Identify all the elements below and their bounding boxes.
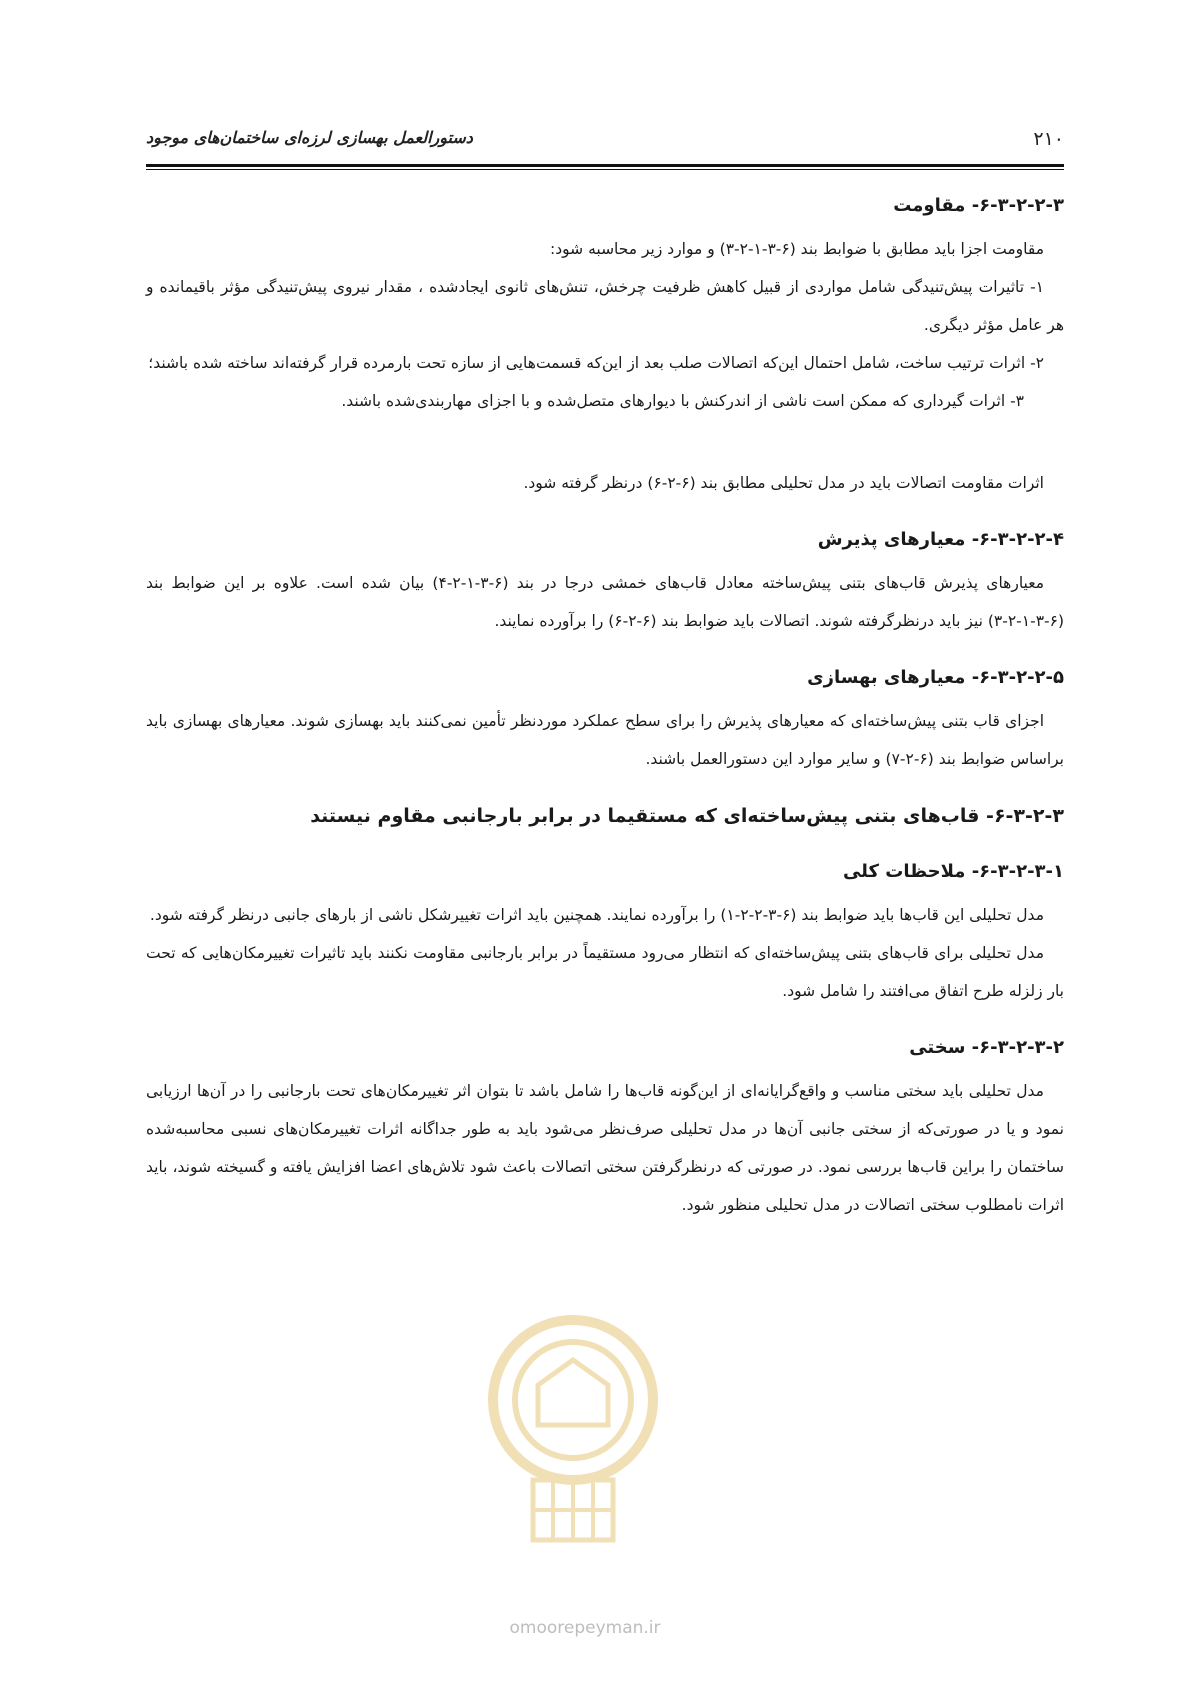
section-heading: ۶-۳-۲-۲-۴- معیارهای پذیرش [817,529,1064,550]
list-item: ۳- اثرات گیرداری که ممکن است ناشی از اندرکنش با دیوارهای متصل‌شده و با اجزای مهاربندی‌شده باشند. [341,392,1024,410]
page-header [146,128,1064,162]
paragraph: اثرات مقاومت اتصالات باید در مدل تحلیلی مطابق بند (۶-۲-۶) درنظر گرفته شود. [523,474,1044,492]
section-heading: ۶-۳-۲-۳-۱- ملاحظات کلی [842,861,1064,882]
list-item: ۱- تاثیرات پیش‌تنیدگی شامل مواردی از قبیل کاهش ظرفیت چرخش، تنش‌های ثانوی ایجادشده ، مقدار نیروی پیش‌تنیدگی مؤثر باقیمانده و هر عامل مؤثر دیگری. [146,278,1064,334]
paragraph: اجزای قاب بتنی پیش‌ساخته‌ای که معیارهای پذیرش را برای سطح عملکرد موردنظر تأمین نمی‌کنند باید بهسازی شوند. معیارهای بهسازی باید براساس ضوابط بند (۶-۲-۷) و سایر موارد این دستورالعمل باشند. [146,712,1064,768]
list-item: ۲- اثرات ترتیب ساخت، شامل احتمال این‌که اتصالات صلب بعد از این‌که قسمت‌هایی از سازه تحت بارمرده قرار گرفته‌اند ساخته شده باشند؛ [148,354,1044,372]
page-body [146,188,1064,1224]
header-rule-thin [146,169,1064,170]
paragraph: مقاومت اجزا باید مطابق با ضوابط بند (۶-۳-۱-۲-۳) و موارد زیر محاسبه شود: [550,240,1044,258]
watermark-url: omoorepeyman.ir [509,1618,661,1638]
section-heading: ۶-۳-۲-۳-۲- سختی [909,1037,1064,1058]
watermark-logo-icon [478,1300,668,1560]
paragraph: معیارهای پذیرش قاب‌های بتنی پیش‌ساخته معادل قاب‌های خمشی درجا در بند (۶-۳-۱-۲-۴) بیان شده است. علاوه بر این ضوابط بند (۶-۳-۱-۲-۳) نیز باید درنظرگرفته شوند. اتصالات باید ضوابط بند (۶-۲-۶) را برآورده نمایند. [146,574,1064,630]
running-title: دستورالعمل بهسازی لرزه‌ای ساختمان‌های موجود [146,128,473,147]
section-heading: ۶-۳-۲-۲-۵- معیارهای بهسازی [807,667,1064,688]
section-heading: ۶-۳-۲-۳- قاب‌های بتنی پیش‌ساخته‌ای که مستقیما در برابر بارجانبی مقاوم نیستند [310,805,1064,827]
paragraph: مدل تحلیلی باید سختی مناسب و واقع‌گرایانه‌ای از این‌گونه قاب‌ها را شامل باشد تا بتوان اثر تغییرمکان‌های تحت بارجانبی را در آن‌ها ارزیابی نمود و یا در صورتی‌که از سختی جانبی آن‌ها در مدل تحلیلی صرف‌نظر می‌شود باید به طور جداگانه اثرات تغییرمکان‌های نسبی محاسبه‌شده ساختمان را براین قاب‌ها بررسی نمود. در صورتی که درنظرگرفتن سختی اتصالات باعث شود تلاش‌های اعضا افزایش یافته و گسیخته شوند، باید اثرات نامطلوب سختی اتصالات در مدل تحلیلی منظور شود. [146,1082,1064,1214]
paragraph: مدل تحلیلی برای قاب‌های بتنی پیش‌ساخته‌ای که انتظار می‌رود مستقیماً در برابر بارجانبی مقاومت نکنند باید تاثیرات تغییرمکان‌هایی که تحت بار زلزله طرح اتفاق می‌افتند را شامل شود. [146,944,1064,1000]
section-heading: ۶-۳-۲-۲-۳- مقاومت [893,195,1064,216]
header-rule-thick [146,164,1064,167]
page-number: ۲۱۰ [1033,128,1064,150]
paragraph: مدل تحلیلی این قاب‌ها باید ضوابط بند (۶-۳-۲-۲-۱) را برآورده نمایند. همچنین باید اثرات تغییرشکل ناشی از بارهای جانبی درنظر گرفته شود. [149,906,1044,924]
